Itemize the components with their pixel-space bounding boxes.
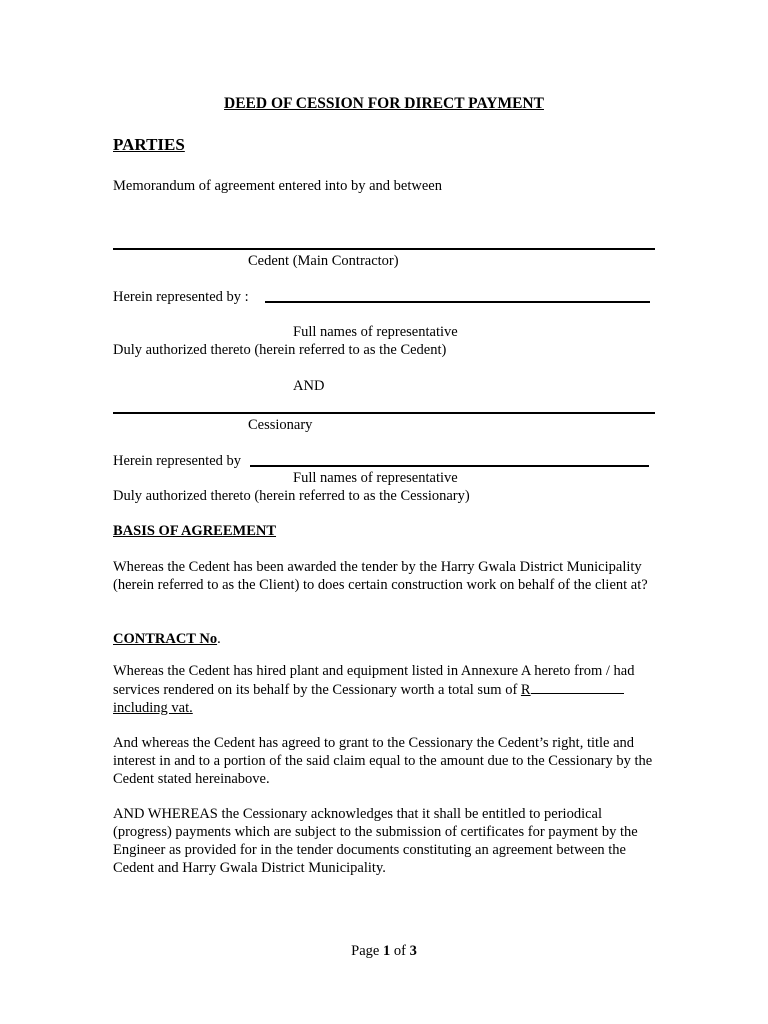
basis-paragraph-1: Whereas the Cedent has been awarded the tender by the Harry Gwala District Municipality (herein referred to as the Client) to does certain construction work on behalf of the client at? (113, 559, 648, 593)
current-page: 1 (382, 943, 391, 959)
full-names-label-1: Full names of representative (293, 324, 458, 340)
cessionary-signature-line[interactable] (113, 412, 655, 414)
basis-paragraph-2 (113, 662, 658, 717)
paragraph-2-text: Whereas the Cedent has hired plant and equipment listed in Annexure A hereto from / had services rendered on its behalf by the Cessionary worth a total sum of (113, 663, 635, 698)
basis-heading: BASIS OF AGREEMENT (113, 523, 277, 539)
herein-represented-label-1: Herein represented by : (113, 289, 249, 305)
cessionary-label: Cessionary (248, 417, 313, 433)
herein-represented-label-2: Herein represented by (113, 453, 242, 469)
of-word: of (393, 943, 406, 959)
parties-intro: Memorandum of agreement entered into by and between (113, 178, 442, 194)
representative-line-1[interactable] (265, 301, 650, 303)
document-title: DEED OF CESSION FOR DIRECT PAYMENT (224, 95, 544, 112)
cedent-signature-line[interactable] (113, 248, 655, 250)
and-separator: AND (293, 378, 325, 394)
total-pages: 3 (409, 943, 417, 959)
contract-number-line (113, 630, 221, 648)
cedent-label: Cedent (Main Contractor) (248, 253, 399, 269)
contract-suffix: . (217, 631, 221, 647)
page-word: Page (351, 943, 380, 959)
amount-blank[interactable] (531, 680, 624, 694)
contract-heading: CONTRACT No (113, 631, 218, 647)
page-footer (0, 942, 768, 960)
currency-symbol: R (520, 682, 531, 698)
parties-heading: PARTIES (113, 135, 185, 154)
full-names-label-2: Full names of representative (293, 470, 458, 486)
representative-line-2[interactable] (250, 465, 649, 467)
duly-authorized-cedent: Duly authorized thereto (herein referred to as the Cedent) (113, 342, 447, 358)
basis-paragraph-3: And whereas the Cedent has agreed to grant to the Cessionary the Cedent’s right, title and interest in and to a portion of the said claim equal to the amount due to the Cessionary by the Cedent stated hereinabove. (113, 735, 653, 787)
including-vat: including vat. (113, 700, 193, 716)
basis-paragraph-4: AND WHEREAS the Cessionary acknowledges that it shall be entitled to periodical (progress) payments which are subject to the submission of certificates for payment by the Engineer as provided for in the tender documents constituting an agreement between the Cedent and Harry Gwala District Municipality. (113, 806, 638, 876)
duly-authorized-cessionary: Duly authorized thereto (herein referred to as the Cessionary) (113, 488, 470, 504)
